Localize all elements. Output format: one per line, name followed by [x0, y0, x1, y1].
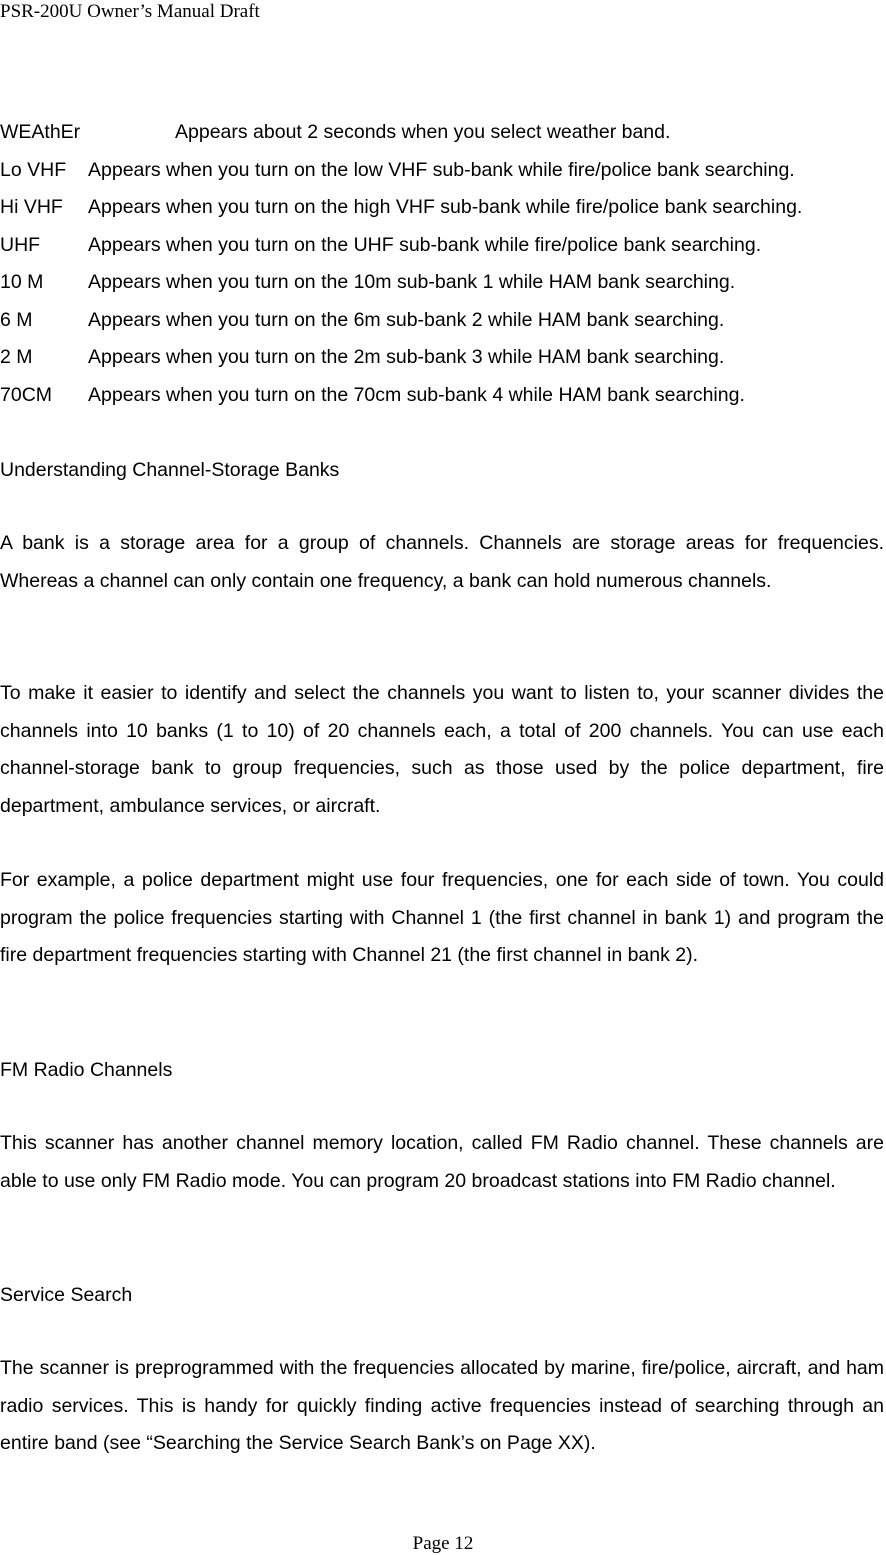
paragraph-service-search: The scanner is preprogrammed with the frequencies allocated by marine, fire/police, aircraft, and ham radio services. This is handy for quickly finding active frequencies instead of searching through an entire band (see “Searching the Service Search Bank’s on Page XX). [0, 1357, 884, 1454]
display-message-term: 10 M [0, 271, 44, 293]
display-message-term: 6 M [0, 309, 33, 331]
display-message-row-lo-vhf [0, 156, 886, 184]
paragraph-banks-3: For example, a police department might use four frequencies, one for each side of town. You could program the police frequencies starting with Channel 1 (the first channel in bank 1) and program the fire department frequencies starting with Channel 21 (the first channel in bank 2). [0, 869, 884, 966]
paragraph-banks-2: To make it easier to identify and select the channels you want to listen to, your scanner divides the channels into 10 banks (1 to 10) of 20 channels each, a total of 200 channels. You can use each channel-storage bank to group frequencies, such as those used by the police department, fire department, ambulance services, or aircraft. [0, 682, 884, 817]
display-message-row-hi-vhf [0, 193, 886, 221]
display-message-term: 2 M [0, 346, 33, 368]
document-header-title: PSR-200U Owner’s Manual Draft [0, 1, 260, 22]
display-message-description: Appears when you turn on the 10m sub-bank 1 while HAM bank searching. [88, 271, 736, 293]
section-heading-banks: Understanding Channel-Storage Banks [0, 459, 340, 481]
section-heading-service-search: Service Search [0, 1284, 133, 1306]
display-message-description: Appears when you turn on the UHF sub-bank while fire/police bank searching. [88, 234, 762, 256]
display-message-row-uhf [0, 231, 886, 259]
display-message-description: Appears when you turn on the high VHF sub-bank while fire/police bank searching. [88, 196, 803, 218]
display-message-description: Appears when you turn on the low VHF sub-bank while fire/police bank searching. [88, 159, 795, 181]
display-message-term: UHF [0, 234, 41, 256]
section-heading-fm-radio: FM Radio Channels [0, 1059, 173, 1081]
display-message-term: Hi VHF [0, 196, 63, 218]
display-message-row-70cm [0, 381, 886, 409]
display-message-row-2m [0, 343, 886, 371]
display-message-row-6m [0, 306, 886, 334]
display-message-term: WEAthEr [0, 121, 81, 143]
display-message-description: Appears when you turn on the 70cm sub-bank 4 while HAM bank searching. [88, 384, 745, 406]
display-message-description: Appears when you turn on the 6m sub-bank 2 while HAM bank searching. [88, 309, 725, 331]
paragraph-fm-radio: This scanner has another channel memory location, called FM Radio channel. These channels are able to use only FM Radio mode. You can program 20 broadcast stations into FM Radio channel. [0, 1132, 884, 1192]
display-message-term: Lo VHF [0, 159, 67, 181]
paragraph-banks-1: A bank is a storage area for a group of channels. Channels are storage areas for frequencies. Whereas a channel can only contain one frequency, a bank can hold numerous channels. [0, 532, 884, 592]
display-message-description: Appears when you turn on the 2m sub-bank 3 while HAM bank searching. [88, 346, 725, 368]
display-message-row-weather [0, 118, 886, 146]
display-message-description: Appears about 2 seconds when you select weather band. [175, 121, 671, 143]
display-message-row-10m [0, 268, 886, 296]
display-message-term: 70CM [0, 384, 53, 406]
page-number: Page 12 [412, 1533, 474, 1554]
